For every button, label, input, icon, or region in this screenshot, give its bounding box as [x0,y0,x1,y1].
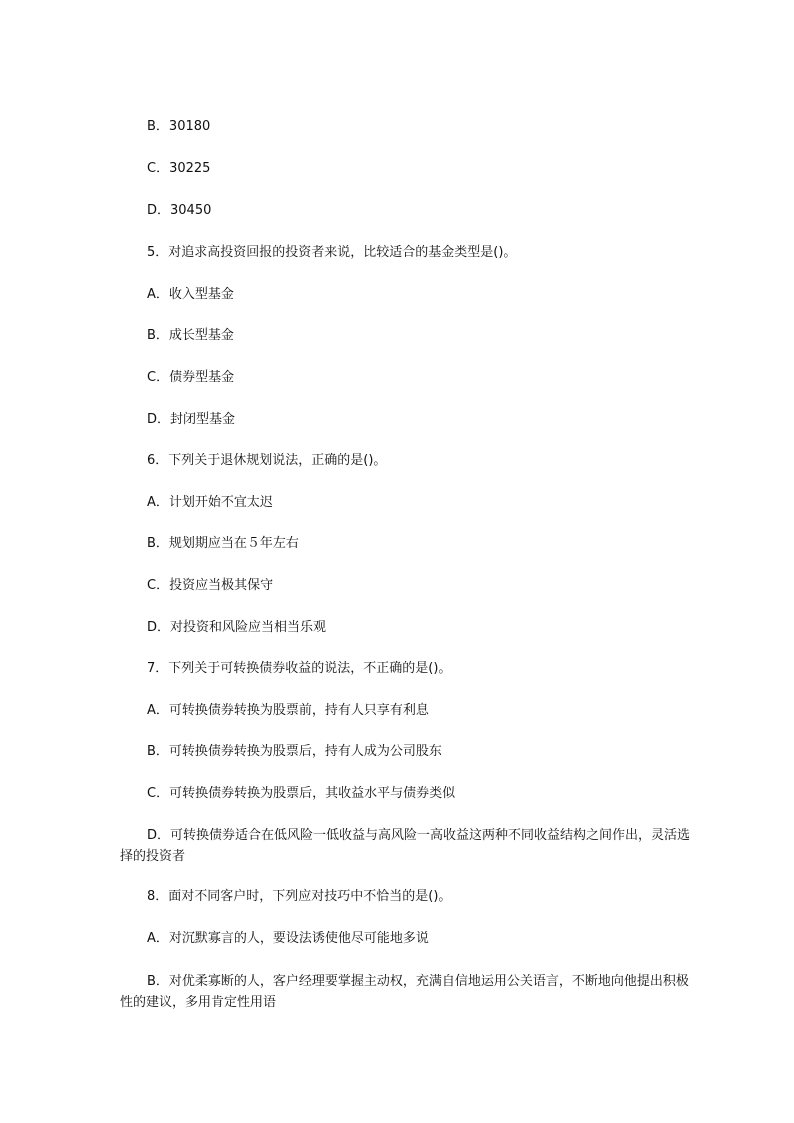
question-5: 5．对追求高投资回报的投资者来说，比较适合的基金类型是()。 [147,245,517,260]
option-q8-b: B．对优柔寡断的人，客户经理要掌握主动权，充满自信地运用公关语言，不断地向他提出积极性的建议，多用肯定性用语 [120,974,689,1010]
option-q7-c: C．可转换债券转换为股票后，其收益水平与债券类似 [147,786,456,801]
option-q4-b: B．30180 [147,119,211,134]
option-q5-d: D．封闭型基金 [147,412,236,427]
option-q5-c: C．债券型基金 [147,370,235,385]
option-q5-a: A．收入型基金 [147,287,234,302]
option-q8-a: A．对沉默寡言的人，要设法诱使他尽可能地多说 [147,931,429,946]
option-q7-d: D．可转换债券适合在低风险一低收益与高风险一高收益这两种不同收益结构之间作出，灵活选择的投资者 [120,828,691,864]
option-q6-b: B．规划期应当在５年左右 [147,536,299,551]
option-q6-a: A．计划开始不宜太迟 [147,495,273,510]
option-q4-d: D．30450 [147,203,212,218]
option-q6-d: D．对投资和风险应当相当乐观 [147,620,327,635]
option-q7-a: A．可转换债券转换为股票前，持有人只享有利息 [147,703,429,718]
question-8: 8．面对不同客户时，下列应对技巧中不恰当的是()。 [147,889,452,904]
option-q7-b: B．可转换债券转换为股票后，持有人成为公司股东 [147,744,442,759]
question-6: 6．下列关于退休规划说法，正确的是()。 [147,453,387,468]
option-q6-c: C．投资应当极其保守 [147,578,274,593]
option-q4-c: C．30225 [147,161,211,176]
question-7: 7．下列关于可转换债券收益的说法，不正确的是()。 [147,661,452,676]
option-q5-b: B．成长型基金 [147,328,234,343]
